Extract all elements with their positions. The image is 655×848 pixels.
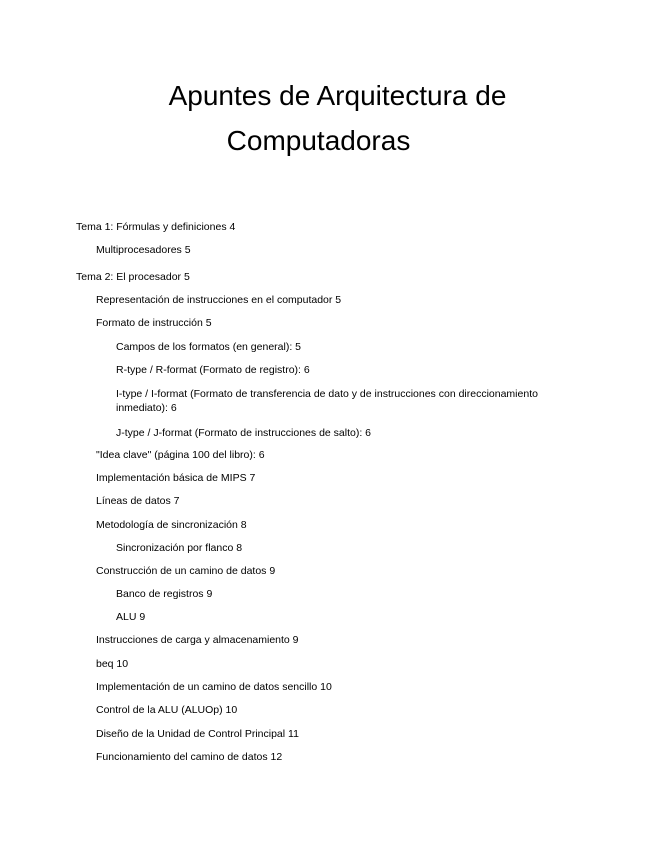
toc-entry[interactable]: Representación de instrucciones en el computador 5 bbox=[96, 294, 342, 306]
toc-entry[interactable]: Líneas de datos 7 bbox=[96, 495, 180, 507]
toc-entry[interactable]: "Idea clave" (página 100 del libro): 6 bbox=[96, 449, 265, 461]
document-title-line-2: Computadoras bbox=[226, 125, 411, 156]
toc-entry[interactable]: Implementación de un camino de datos sencillo 10 bbox=[96, 681, 332, 693]
document-title-line-1: Apuntes de Arquitectura de bbox=[168, 80, 507, 111]
toc-entry[interactable]: Sincronización por flanco 8 bbox=[116, 542, 243, 554]
toc-entry[interactable]: Tema 1: Fórmulas y definiciones 4 bbox=[76, 221, 236, 233]
toc-entry[interactable]: R-type / R-format (Formato de registro): 6 bbox=[116, 364, 310, 376]
toc-entry[interactable]: Banco de registros 9 bbox=[116, 588, 213, 600]
toc-entry[interactable]: Campos de los formatos (en general): 5 bbox=[116, 341, 302, 353]
toc-entry[interactable]: Tema 2: El procesador 5 bbox=[76, 271, 190, 283]
toc-entry[interactable]: Implementación básica de MIPS 7 bbox=[96, 472, 256, 484]
toc-entry[interactable]: Instrucciones de carga y almacenamiento 9 bbox=[96, 634, 299, 646]
toc-entry[interactable]: Formato de instrucción 5 bbox=[96, 317, 212, 329]
toc-entry[interactable]: beq 10 bbox=[96, 658, 129, 670]
toc-entry[interactable]: ALU 9 bbox=[116, 611, 146, 623]
toc-entry[interactable]: Control de la ALU (ALUOp) 10 bbox=[96, 704, 238, 716]
toc-entry[interactable]: Multiprocesadores 5 bbox=[96, 244, 191, 256]
toc-entry[interactable]: Funcionamiento del camino de datos 12 bbox=[96, 751, 283, 763]
toc-entry[interactable]: Diseño de la Unidad de Control Principal 11 bbox=[96, 728, 299, 740]
toc-entry[interactable]: Metodología de sincronización 8 bbox=[96, 519, 247, 531]
toc-entry[interactable]: J-type / J-format (Formato de instrucciones de salto): 6 bbox=[116, 427, 372, 439]
toc-entry[interactable]: I-type / I-format (Formato de transferencia de dato y de instrucciones con direccionamiento inmediato): 6 bbox=[116, 388, 538, 414]
toc-entry[interactable]: Construcción de un camino de datos 9 bbox=[96, 565, 276, 577]
